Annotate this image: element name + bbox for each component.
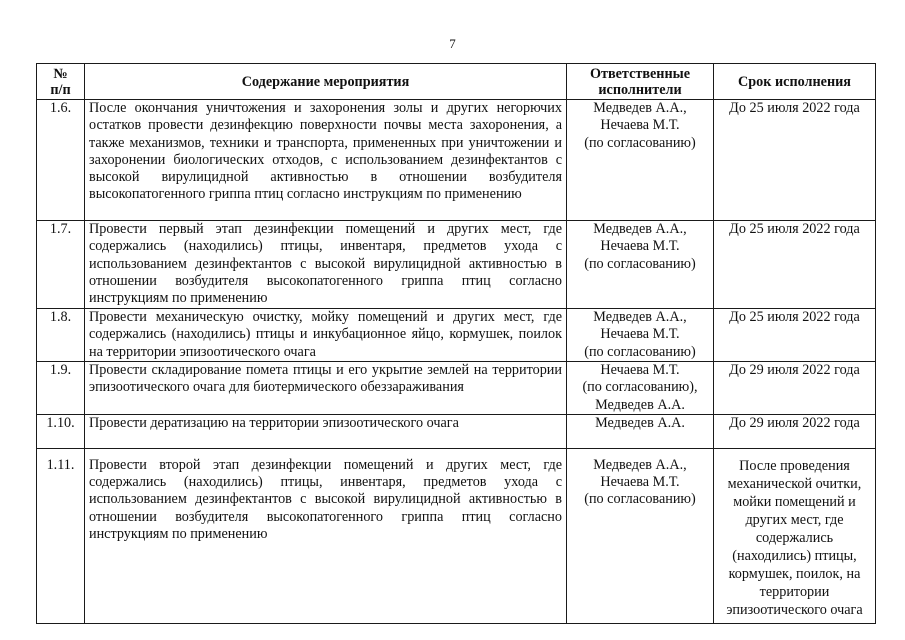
header-number: № п/п	[37, 64, 85, 100]
row-content: Провести складирование помета птицы и его укрытие землей на территории эпизоотического очага для биотермического обеззараживания	[85, 362, 567, 415]
row-responsible: Нечаева М.Т. (по согласованию), Медведев А.А.	[567, 362, 714, 415]
row-responsible: Медведев А.А., Нечаева М.Т. (по согласованию)	[567, 448, 714, 623]
row-number: 1.6.	[37, 100, 85, 221]
row-content: Провести механическую очистку, мойку помещений и других мест, где содержались (находились) птицы и инкубационное яйцо, кормушек, поилок на территории эпизоотического очага	[85, 309, 567, 362]
row-number: 1.10.	[37, 414, 85, 448]
table-row	[37, 448, 876, 623]
row-content: Провести дератизацию на территории эпизоотического очага	[85, 414, 567, 448]
row-content: После окончания уничтожения и захоронения золы и других негорючих остатков провести дезинфекцию поверхности почвы места захоронения, а также механизмов, техники и транспорта, примененных при уничтожении и захоронении биологических отходов, с использованием дезинфектантов с высокой вирулицидной активностью в отношении возбудителя высокопатогенного гриппа птиц согласно инструкциям по применению	[85, 100, 567, 221]
table-row	[37, 100, 876, 221]
row-number: 1.11.	[37, 448, 85, 623]
table-row	[37, 414, 876, 448]
row-deadline: До 25 июля 2022 года	[714, 100, 876, 221]
header-deadline: Срок исполнения	[714, 64, 876, 100]
page-number: 7	[449, 36, 456, 51]
row-responsible: Медведев А.А., Нечаева М.Т. (по согласованию)	[567, 100, 714, 221]
row-content: Провести первый этап дезинфекции помещений и других мест, где содержались (находились) птицы, инвентаря, предметов ухода с использованием дезинфектантов с высокой вирулицидной активностью в отношении возбудителя высокопатогенного гриппа птиц согласно инструкциям по применению	[85, 221, 567, 309]
table-row	[37, 362, 876, 415]
header-responsible: Ответственные исполнители	[567, 64, 714, 100]
row-deadline: После проведения механической очитки, мойки помещений и других мест, где содержались (находились) птицы, кормушек, поилок, на территории эпизоотического очага	[714, 448, 876, 623]
row-deadline: До 29 июля 2022 года	[714, 362, 876, 415]
row-number: 1.9.	[37, 362, 85, 415]
row-responsible: Медведев А.А.	[567, 414, 714, 448]
table-header-row	[37, 64, 876, 100]
header-content: Содержание мероприятия	[85, 64, 567, 100]
row-deadline: До 25 июля 2022 года	[714, 309, 876, 362]
row-responsible: Медведев А.А., Нечаева М.Т. (по согласованию)	[567, 221, 714, 309]
table-row	[37, 221, 876, 309]
table-row	[37, 309, 876, 362]
row-number: 1.7.	[37, 221, 85, 309]
row-number: 1.8.	[37, 309, 85, 362]
row-deadline: До 25 июля 2022 года	[714, 221, 876, 309]
row-content: Провести второй этап дезинфекции помещений и других мест, где содержались (находились) птицы, инвентаря, предметов ухода с использованием дезинфектантов с высокой вирулицидной активностью в отношении возбудителя высокопатогенного гриппа птиц согласно инструкциям по применению	[85, 448, 567, 623]
row-responsible: Медведев А.А., Нечаева М.Т. (по согласованию)	[567, 309, 714, 362]
measures-table	[36, 63, 876, 624]
row-deadline: До 29 июля 2022 года	[714, 414, 876, 448]
